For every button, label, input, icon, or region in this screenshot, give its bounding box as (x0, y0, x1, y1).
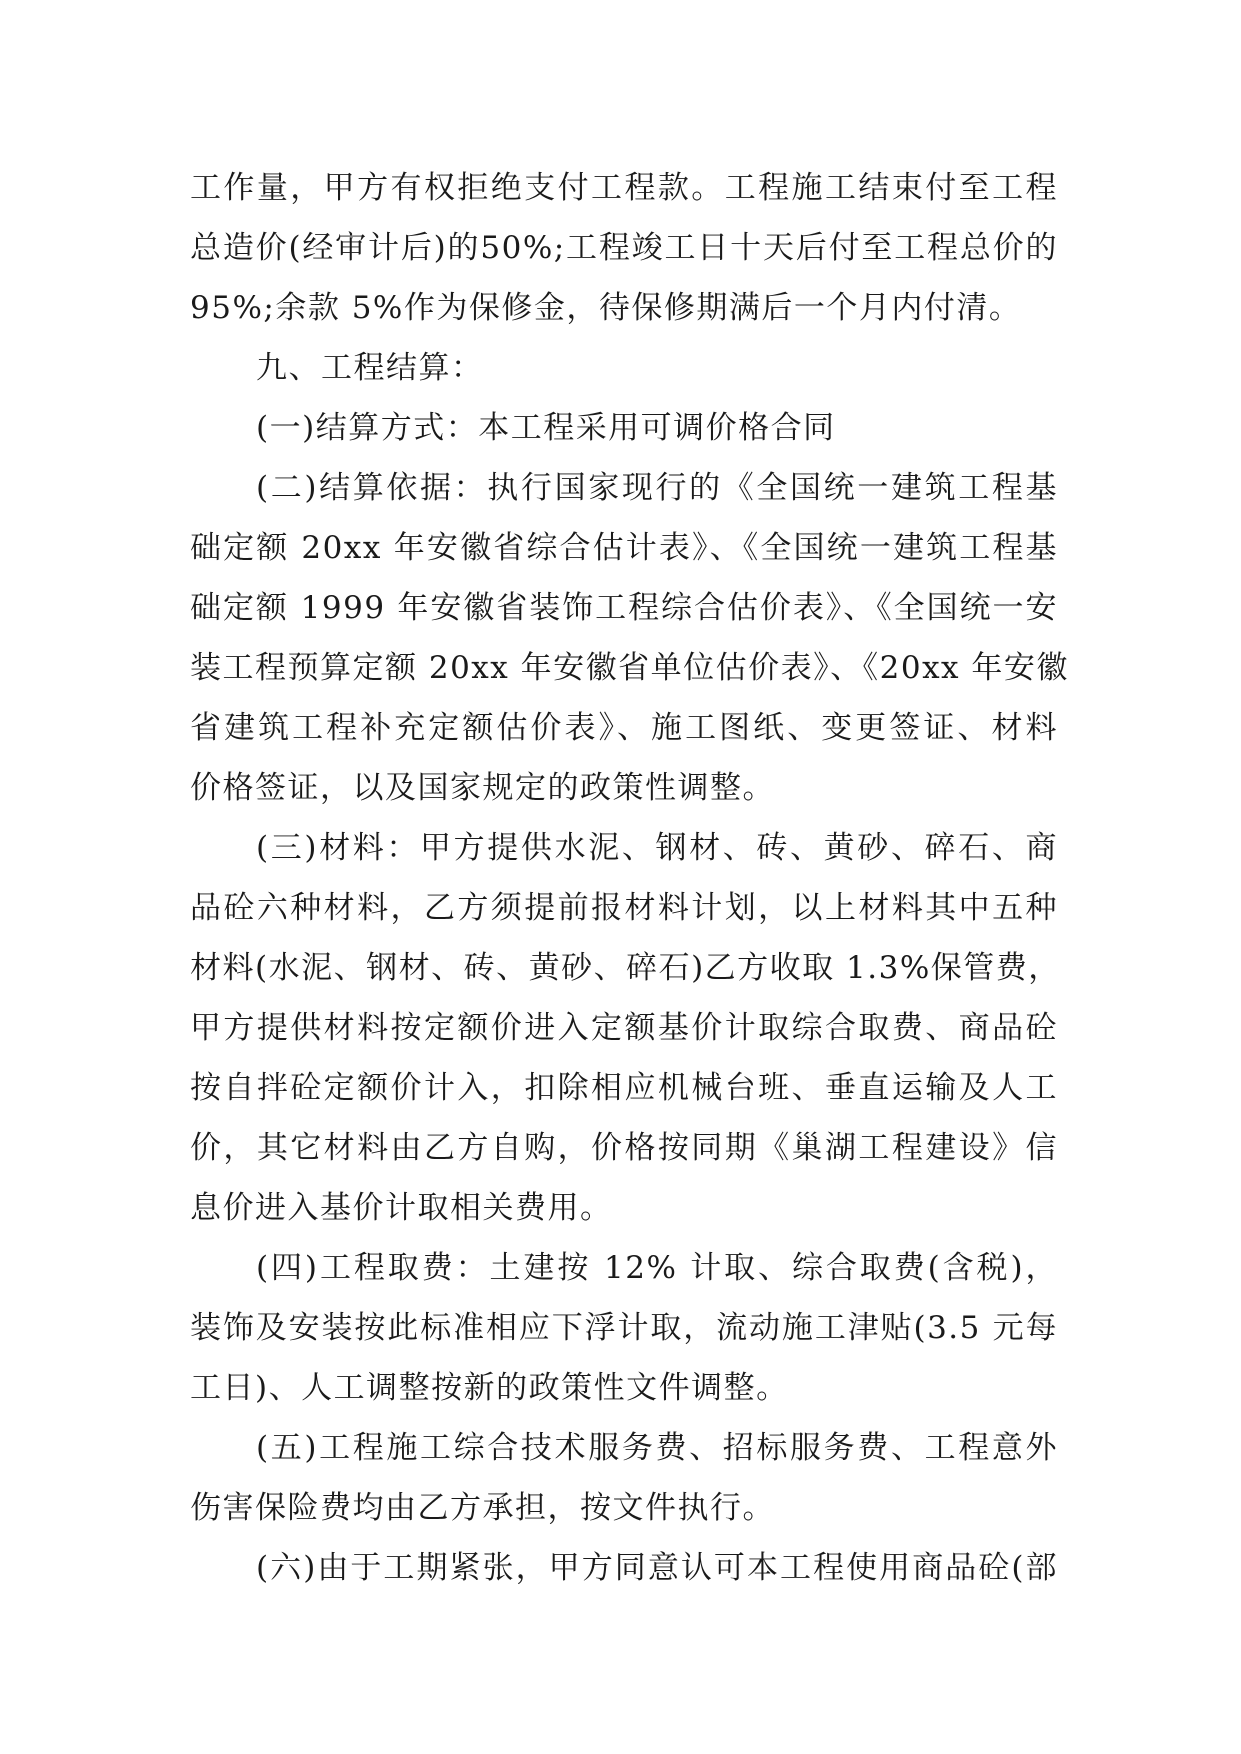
text-line: (二)结算依据：执行国家现行的《全国统一建筑工程基 (256, 470, 1058, 506)
text-line: 础定额 20xx 年安徽省综合估计表》、《全国统一建筑工程基 (190, 530, 1058, 566)
text-line: (四)工程取费：土建按 12% 计取、综合取费(含税)， (256, 1250, 1058, 1286)
text-line: 价格签证，以及国家规定的政策性调整。 (190, 770, 775, 806)
text-line: 价，其它材料由乙方自购，价格按同期《巢湖工程建设》信 (190, 1130, 1058, 1166)
text-line: 息价进入基价计取相关费用。 (190, 1190, 613, 1226)
text-line: 工日)、人工调整按新的政策性文件调整。 (190, 1370, 789, 1406)
text-line: (六)由于工期紧张，甲方同意认可本工程使用商品砼(部 (256, 1550, 1058, 1586)
text-line: (一)结算方式：本工程采用可调价格合同 (256, 410, 836, 446)
text-line: 95%;余款 5%作为保修金，待保修期满后一个月内付清。 (190, 290, 1022, 326)
text-line: 伤害保险费均由乙方承担，按文件执行。 (190, 1490, 775, 1526)
text-line: 品砼六种材料，乙方须提前报材料计划，以上材料其中五种 (190, 890, 1058, 926)
text-line: (三)材料：甲方提供水泥、钢材、砖、黄砂、碎石、商 (256, 830, 1058, 866)
text-line: 装工程预算定额 20xx 年安徽省单位估价表》、《20xx 年安徽 (190, 650, 1069, 686)
text-line: 省建筑工程补充定额估价表》、施工图纸、变更签证、材料 (190, 710, 1058, 746)
text-line: 按自拌砼定额价计入，扣除相应机械台班、垂直运输及人工 (190, 1070, 1058, 1106)
document-body (190, 158, 1069, 1598)
text-line: 九、工程结算： (256, 350, 484, 386)
text-line: 装饰及安装按此标准相应下浮计取，流动施工津贴(3.5 元每 (190, 1310, 1058, 1346)
text-line: 础定额 1999 年安徽省装饰工程综合估价表》、《全国统一安 (190, 590, 1058, 626)
text-line: 材料(水泥、钢材、砖、黄砂、碎石)乙方收取 1.3%保管费， (190, 950, 1061, 986)
text-line: (五)工程施工综合技术服务费、招标服务费、工程意外 (256, 1430, 1058, 1466)
text-line: 总造价(经审计后)的50%;工程竣工日十天后付至工程总价的 (190, 230, 1058, 266)
text-line: 工作量，甲方有权拒绝支付工程款。工程施工结束付至工程 (190, 170, 1058, 206)
text-line: 甲方提供材料按定额价进入定额基价计取综合取费、商品砼 (190, 1010, 1058, 1046)
